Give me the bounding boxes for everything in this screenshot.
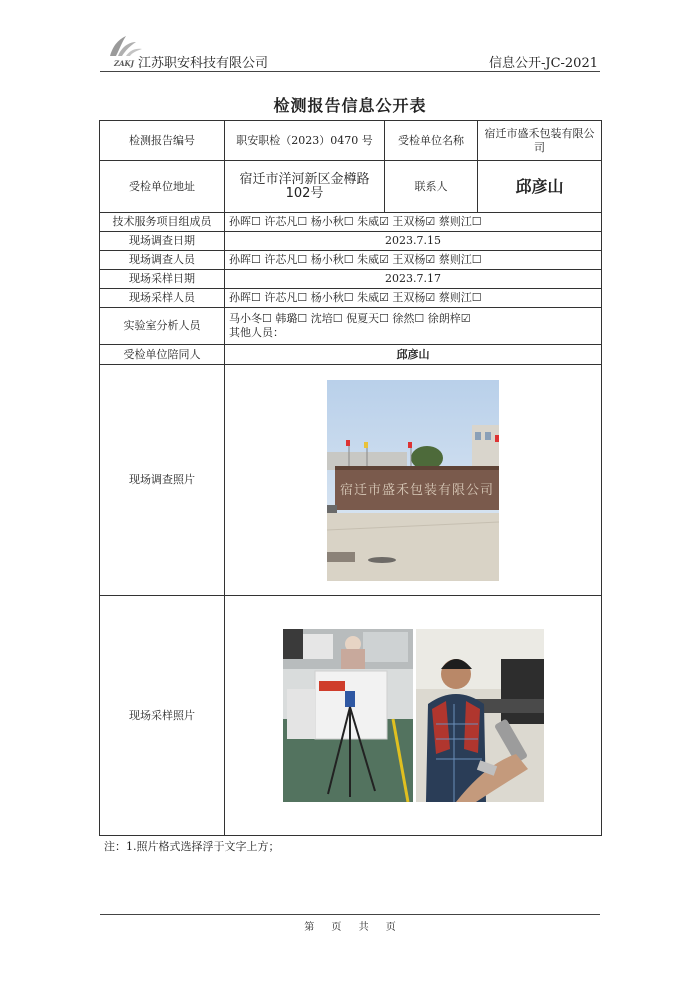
- row-sampling-staff: [100, 289, 602, 308]
- row-lab: [100, 308, 602, 345]
- logo-text: ZAKJ: [114, 59, 134, 68]
- survey-photo-cell: [225, 365, 602, 596]
- row-sampling-date: [100, 270, 602, 289]
- sampling-staff-value: 孙晖☐ 许芯凡☐ 杨小秋☐ 朱威☑ 王双杨☑ 蔡则江☐: [225, 289, 602, 308]
- lab-staff-value: 马小冬☐ 韩璐☐ 沈培☐ 倪夏天☐ 徐然☐ 徐朗梓☑: [229, 312, 471, 325]
- gate-sign-text: 宿迁市盛禾包装有限公司: [339, 482, 495, 498]
- survey-staff-label: 现场调查人员: [100, 251, 225, 270]
- sampling-date-label: 现场采样日期: [100, 270, 225, 289]
- contact-label: 联系人: [385, 161, 478, 213]
- escort-label: 受检单位陪同人: [100, 345, 225, 365]
- sampling-photo-label: 现场采样照片: [100, 596, 225, 836]
- row-report-no: [100, 121, 602, 161]
- row-address: [100, 161, 602, 213]
- lab-staff-cell: [225, 308, 602, 345]
- page-number: 第 页 共 页: [304, 922, 396, 933]
- report-no-label: 检测报告编号: [100, 121, 225, 161]
- row-survey-date: [100, 232, 602, 251]
- team-members: 孙晖☐ 许芯凡☐ 杨小秋☐ 朱威☑ 王双杨☑ 蔡则江☐: [225, 213, 602, 232]
- row-team: [100, 213, 602, 232]
- team-label: 技术服务项目组成员: [100, 213, 225, 232]
- gate-photo: [327, 380, 499, 581]
- sampling-staff-label: 现场采样人员: [100, 289, 225, 308]
- address-label: 受检单位地址: [100, 161, 225, 213]
- sampling-photo-cell: [225, 596, 602, 836]
- header-rule: [100, 71, 600, 72]
- survey-date-label: 现场调查日期: [100, 232, 225, 251]
- sampling-photo-worker: [416, 629, 544, 802]
- contact-value: 邱彦山: [478, 161, 602, 213]
- survey-staff-value: 孙晖☐ 许芯凡☐ 杨小秋☐ 朱威☑ 王双杨☑ 蔡则江☐: [225, 251, 602, 270]
- company-name: 江苏职安科技有限公司: [138, 56, 269, 71]
- page-header: [100, 40, 600, 70]
- unit-name-label: 受检单位名称: [385, 121, 478, 161]
- footer-rule: [100, 914, 600, 915]
- page-title: 检测报告信息公开表: [273, 96, 427, 115]
- unit-name-value: 宿迁市盛禾包装有限公司: [478, 121, 602, 161]
- survey-photo-label: 现场调查照片: [100, 365, 225, 596]
- sampling-photo-equipment: [283, 629, 413, 802]
- address-value: 宿迁市洋河新区金樽路102号: [225, 161, 385, 213]
- document-code: 信息公开-JC-2021: [488, 56, 598, 71]
- sampling-date-value: 2023.7.17: [225, 270, 602, 289]
- escort-value: 邱彦山: [225, 345, 602, 365]
- footnote: 注：1.照片格式选择浮于文字上方；: [104, 840, 280, 853]
- lab-label: 实验室分析人员: [100, 308, 225, 345]
- row-escort: [100, 345, 602, 365]
- row-survey-photo: [100, 365, 602, 596]
- survey-date-value: 2023.7.15: [225, 232, 602, 251]
- report-no-value: 职安职检（2023）0470 号: [225, 121, 385, 161]
- row-sampling-photo: [100, 596, 602, 836]
- info-table: [99, 120, 602, 836]
- lab-other-value: 其他人员：: [229, 326, 284, 339]
- row-survey-staff: [100, 251, 602, 270]
